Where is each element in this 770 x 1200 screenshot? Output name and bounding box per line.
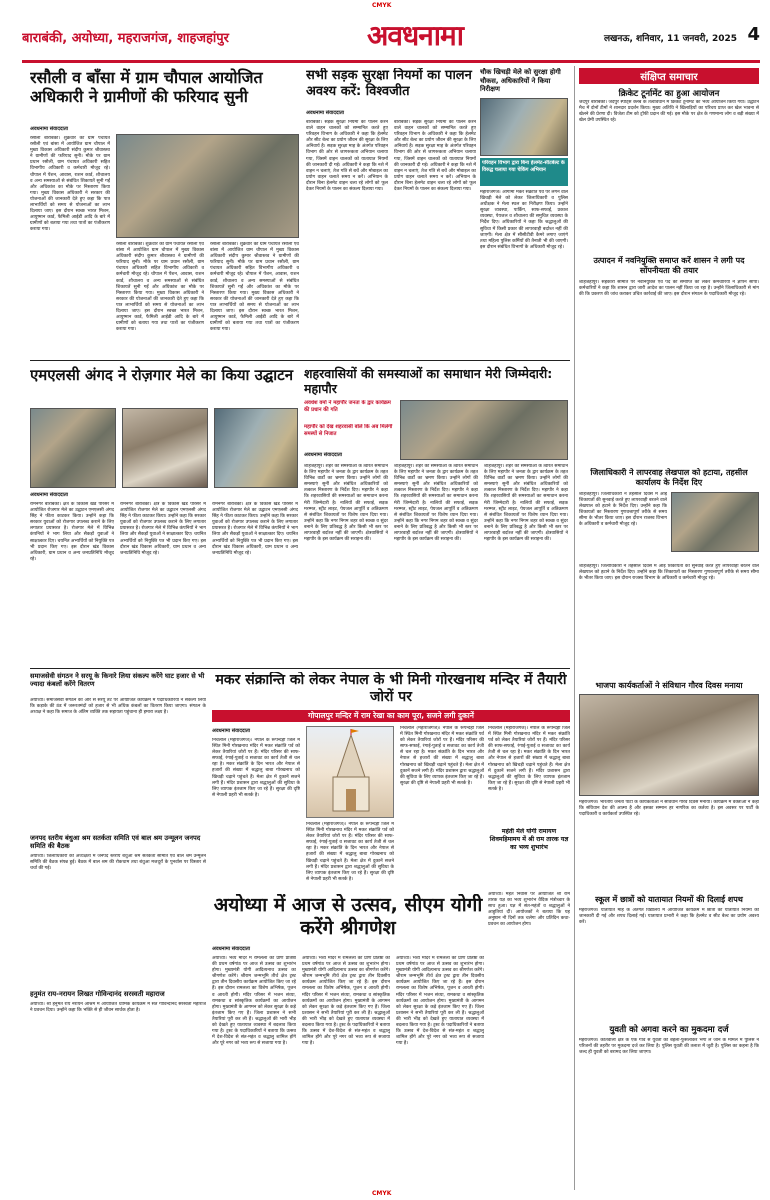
body-text-cont: बाराबंकी। सड़क सुरक्षा नियमों का पालन करने वाले वाहन चालकों को सम्मानित करते हुए परिवहन विभाग के अधिकारी ने कहा कि हेलमेट और सीट बेल्ट का प्रयोग जीवन की सुरक्षा के लिए अनिवार्य है। सड़क सुरक्षा माह के अंतर्गत परिवहन विभाग की ओर से जागरूकता अभियान चलाया गया, जिसमें वाहन चालकों को यातायात नियमों की जानकारी दी गई। अधिकारी ने कहा कि नशे में वाहन न चलाएं, तेज गति से बचें और मोबाइल का प्रयोग वाहन चलाते समय न करें। अभियान के दौरान बिना हेलमेट वाहन चला रहे लोगों को फूल देकर नियमों के पालन का संकल्प दिलाया गया।: [394, 120, 476, 193]
headline: मकर संक्रान्ति को लेकर नेपाल के भी मिनी गोरखनाथ मन्दिर में तैयारी जोरों पर: [215, 672, 567, 705]
body-text: महाराजगंज। आगामी मकर संक्रांति पर्व पर लगने वाले खिचड़ी मेले को लेकर जिलाधिकारी व पुलिस अधीक्षक ने मेला स्थल का निरीक्षण किया। उन्होंने सुरक्षा व्यवस्था, पार्किंग, साफ-सफाई, प्रकाश व्यवस्था, पेयजल व शौचालय की समुचित व्यवस्था के निर्देश दिए। अधिकारियों ने कहा कि श्रद्धालुओं की सुविधा में किसी प्रकार की लापरवाही बर्दाश्त नहीं की जाएगी। मेला क्षेत्र में सीसीटीवी कैमरे लगाए जाएंगे तथा महिला पुलिस कर्मियों की तैनाती भी की जाएगी। इस दौरान संबंधित विभागों के अधिकारी मौजूद रहे।: [480, 190, 568, 250]
news-photo-2: [122, 408, 208, 488]
news-photo-1: [30, 408, 116, 488]
body-text: अयोध्या। जिलाधिकारी की अध्यक्षता में जनपद स्तरीय बंधुआ श्रम सतर्कता समिति एवं बाल श्रम उन्मूलन समिति की बैठक संपन्न हुई। बैठक में बाल श्रम की रोकथाम तथा बंधुआ मजदूरों के पुनर्वास पर विस्तार से चर्चा की गई।: [30, 854, 206, 872]
page-number: 4: [747, 24, 760, 45]
article-committee: [30, 834, 206, 988]
news-photo: [116, 134, 299, 238]
byline: अवधनामा संवाददाता: [304, 452, 342, 458]
headline: जनपद स्तरीय बंधुआ श्रम सतर्कता समिति एवं बाल श्रम उन्मूलन जनपद समिति की बैठक: [30, 834, 201, 851]
headline: शहरवासियों की समस्याओं का समाधान मेरी जिम्मेदारी: महापौर: [304, 366, 553, 396]
headline: अयोध्या में आज से उत्सव, सीएम योगी करेंगे श्रीगणेश: [213, 894, 483, 939]
item2-body: शाहजहांपुर। सहकारी समिति पर नवनियुक्ति एवं पद की समाप्ति को लेकर कर्मचारियों ने ज्ञापन सौंपा। कर्मचारियों ने कहा कि शासन द्वारा जारी आदेश का पालन नहीं किया जा रहा है। उन्होंने जिलाधिकारी से मांग की कि प्रकरण की जांच कराकर उचित कार्रवाई की जाए। इस दौरान संगठन के पदाधिकारी मौजूद रहे।: [579, 280, 759, 298]
item4-photo: [579, 694, 759, 796]
logo: [340, 16, 490, 60]
article-saraswati: [30, 990, 206, 1186]
section-divider: [30, 668, 570, 669]
article-checking: [480, 66, 568, 356]
item5-body: महराजगंज। यातायात माह के अंतर्गत विद्यालय में आयोजित कार्यक्रम में छात्रों को यातायात नियमों की जानकारी दी गई और शपथ दिलाई गई। यातायात प्रभारी ने कहा कि हेलमेट व सीट बेल्ट का प्रयोग अवश्य करें।: [579, 908, 759, 926]
body-text: अयोध्या। भव्य मंदिर में रामलला की प्राण प्रतिष्ठा की प्रथम वर्षगांठ पर आज से उत्सव का शुभारंभ होगा। मुख्यमंत्री योगी आदित्यनाथ उत्सव का श्रीगणेश करेंगे। श्रीराम जन्मभूमि तीर्थ क्षेत्र ट्रस्ट द्वारा तीन दिवसीय कार्यक्रम आयोजित किए जा रहे हैं। इस दौरान रामलला का विशेष अभिषेक, पूजन व आरती होगी। मंदिर परिसर में भजन संध्या, रामकथा व सांस्कृतिक कार्यक्रमों का आयोजन होगा। मुख्यमंत्री के आगमन को लेकर सुरक्षा के कड़े इंतजाम किए गए हैं। जिला प्रशासन ने सभी तैयारियां पूरी कर ली हैं। श्रद्धालुओं की भारी भीड़ को देखते हुए यातायात व्यवस्था में बदलाव किया गया है। ट्रस्ट के पदाधिकारियों ने बताया कि उत्सव में देश-विदेश से संत-महंत व श्रद्धालु शामिल होंगे और पूरे नगर को भव्य रूप से सजाया गया है।: [212, 956, 296, 1047]
body-text: निचलौल (महाराजगंज)। नेपाल के रूपन्देही जिले में स्थित मिनी गोरखनाथ मंदिर में मकर संक्रांति पर्व को लेकर तैयारियां जोरों पर हैं। मंदिर परिसर की साफ-सफाई, रंगाई-पुताई व सजावट का कार्य तेजी से चल रहा है। मकर संक्रांति के दिन भारत और नेपाल से हजारों की संख्या में श्रद्धालु बाबा गोरखनाथ को खिचड़ी चढ़ाने पहुंचते हैं। मेला क्षेत्र में दुकानें सजने लगी हैं। मंदिर प्रशासन द्वारा श्रद्धालुओं की सुविधा के लिए व्यापक इंतजाम किए जा रहे हैं। सुरक्षा की दृष्टि से नेपाली प्रहरी भी सतर्क है।: [212, 738, 300, 798]
item3-headline: जिलाधिकारी ने लापरवाह लेखपाल को हटाया, तहसील कार्यालय के निर्देश दिए: [590, 468, 748, 487]
mahanta-body: अयोध्या। महंत निवास पर आयोजित श्री राम तारक यज्ञ का भव्य शुभारंभ वैदिक मंत्रोच्चार के साथ हुआ। यज्ञ में संत-महंतों व श्रद्धालुओं ने आहुतियां दीं। आयोजकों ने बताया कि यह अनुष्ठान नौ दिनों तक चलेगा और प्रतिदिन कथा-प्रवचन का आयोजन होगा।: [488, 892, 570, 928]
byline: अवधनामा संवाददाता: [30, 492, 68, 498]
subhead-text: गोपालपुर मन्दिर में राम रेखा का काम पूरा, सजने लगी दुकानें: [308, 711, 474, 720]
section-divider: [30, 360, 570, 361]
item6-headline: युवती को अगवा करने का मुकदमा दर्ज: [609, 1025, 729, 1035]
body-text: शाहजहांपुर। शहर की समस्याओं के त्वरित समाधान के लिए महापौर ने जनता के द्वार कार्यक्रम के तहत विभिन्न वार्डों का भ्रमण किया। उन्होंने लोगों की समस्याएं सुनीं और संबंधित अधिकारियों को तत्काल निस्तारण के निर्देश दिए। महापौर ने कहा कि शहरवासियों की समस्याओं का समाधान करना मेरी जिम्मेदारी है। नालियों की सफाई, सड़क मरम्मत, स्ट्रीट लाइट, पेयजल आपूर्ति व अतिक्रमण से संबंधित शिकायतों पर विशेष ध्यान दिया गया। उन्होंने कहा कि नगर निगम शहर को स्वच्छ व सुंदर बनाने के लिए प्रतिबद्ध है और किसी भी स्तर पर लापरवाही बर्दाश्त नहीं की जाएगी। क्षेत्रवासियों ने महापौर के इस कार्यक्रम की सराहना की।: [304, 464, 388, 543]
sidebar-title: संक्षिप्त समाचार: [640, 72, 698, 83]
item5-headline: स्कूल में छात्रों को यातायात नियमों की दिलाई शपथ: [595, 895, 743, 904]
body-text-cont: निचलौल (महाराजगंज)। नेपाल के रूपन्देही जिले में स्थित मिनी गोरखनाथ मंदिर में मकर संक्रांति पर्व को लेकर तैयारियां जोरों पर हैं। मंदिर परिसर की साफ-सफाई, रंगाई-पुताई व सजावट का कार्य तेजी से चल रहा है। मकर संक्रांति के दिन भारत और नेपाल से हजारों की संख्या में श्रद्धालु बाबा गोरखनाथ को खिचड़ी चढ़ाने पहुंचते हैं। मेला क्षेत्र में दुकानें सजने लगी हैं। मंदिर प्रशासन द्वारा श्रद्धालुओं की सुविधा के लिए व्यापक इंतजाम किए जा रहे हैं। सुरक्षा की दृष्टि से नेपाली प्रहरी भी सतर्क है।: [306, 822, 394, 882]
article-mla: [30, 364, 298, 664]
headline: एमएलसी अंगद ने रोज़गार मेले का किया उद्घाटन: [30, 366, 294, 384]
item4-headline: भाजपा कार्यकर्ताओं ने संविधान गौरव दिवस मनाया: [595, 681, 743, 690]
point-1: अवधेश वर्मा ने महापौर जनता के द्वार कार्यक्रम की प्रधान की गति: [304, 400, 391, 413]
article-mayor: [304, 364, 568, 664]
cmyk-mark-top: CMYK: [372, 2, 392, 9]
body-text: रामनगर बाराबंकी। क्षेत्र के विकास खंड परिसर में आयोजित रोजगार मेले का उद्घाटन एमएलसी अंगद सिंह ने फीता काटकर किया। उन्होंने कहा कि सरकार युवाओं को रोजगार उपलब्ध कराने के लिए लगातार प्रयासरत है। रोजगार मेले में विभिन्न कंपनियों ने भाग लिया और सैकड़ों युवाओं ने साक्षात्कार दिए। चयनित अभ्यर्थियों को नियुक्ति पत्र भी प्रदान किए गए। इस दौरान खंड विकास अधिकारी, ग्राम प्रधान व अन्य जनप्रतिनिधि मौजूद रहे।: [30, 502, 114, 562]
masthead: [22, 12, 760, 70]
headline: समाजसेवी संगठन ने सरयू के किनारे लिया संकल्प करेंगे घाट हजार से भी ज्यादा कंबलों करेंगे वितरण: [30, 672, 205, 689]
article-road-safety: [306, 66, 476, 356]
header-rule: [22, 60, 760, 63]
byline: अवधनामा संवाददाता: [212, 946, 250, 952]
body-text: अयोध्या। श्री हनुमंत राय नरायन आश्रम में आयोजित धार्मिक कार्यक्रम में संत गोविन्दानंद सरस्वती महाराज ने प्रवचन दिया। उन्होंने कहा कि भक्ति से ही जीवन सार्थक होता है।: [30, 1002, 206, 1014]
byline: अवधनामा संवाददाता: [306, 110, 344, 116]
article-gorakhnath: [212, 672, 570, 890]
news-photo: [480, 98, 568, 156]
item1-body: जैदपुर बाराबंकी। जैदपुर स्पोर्ट्स क्लब के तत्वावधान में क्रिकेट टूर्नामेंट का भव्य आयोजन किया गया। उद्घाटन मैच में दोनों टीमों ने शानदार प्रदर्शन किया। मुख्य अतिथि ने खिलाड़ियों का परिचय प्राप्त कर खेल भावना से खेलने की प्रेरणा दी। विजेता टीम को ट्रॉफी प्रदान की गई। इस मौके पर क्षेत्र के गणमान्य लोग व बड़ी संख्या में खेल प्रेमी उपस्थित रहे।: [579, 100, 759, 124]
body-text-cont2: रामनगर बाराबंकी। क्षेत्र के विकास खंड परिसर में आयोजित रोजगार मेले का उद्घाटन एमएलसी अंगद सिंह ने फीता काटकर किया। उन्होंने कहा कि सरकार युवाओं को रोजगार उपलब्ध कराने के लिए लगातार प्रयासरत है। रोजगार मेले में विभिन्न कंपनियों ने भाग लिया और सैकड़ों युवाओं ने साक्षात्कार दिए। चयनित अभ्यर्थियों को नियुक्ति पत्र भी प्रदान किए गए। इस दौरान खंड विकास अधिकारी, ग्राम प्रधान व अन्य जनप्रतिनिधि मौजूद रहे।: [212, 502, 298, 556]
news-photo-3: [214, 408, 298, 488]
body-text-cont2: अयोध्या। भव्य मंदिर में रामलला की प्राण प्रतिष्ठा की प्रथम वर्षगांठ पर आज से उत्सव का शुभारंभ होगा। मुख्यमंत्री योगी आदित्यनाथ उत्सव का श्रीगणेश करेंगे। श्रीराम जन्मभूमि तीर्थ क्षेत्र ट्रस्ट द्वारा तीन दिवसीय कार्यक्रम आयोजित किए जा रहे हैं। इस दौरान रामलला का विशेष अभिषेक, पूजन व आरती होगी। मंदिर परिसर में भजन संध्या, रामकथा व सांस्कृतिक कार्यक्रमों का आयोजन होगा। मुख्यमंत्री के आगमन को लेकर सुरक्षा के कड़े इंतजाम किए गए हैं। जिला प्रशासन ने सभी तैयारियां पूरी कर ली हैं। श्रद्धालुओं की भारी भीड़ को देखते हुए यातायात व्यवस्था में बदलाव किया गया है। ट्रस्ट के पदाधिकारियों ने बताया कि उत्सव में देश-विदेश से संत-महंत व श्रद्धालु शामिल होंगे और पूरे नगर को भव्य रूप से सजाया गया है।: [396, 956, 484, 1047]
body-text-cont2: निचलौल (महाराजगंज)। नेपाल के रूपन्देही जिले में स्थित मिनी गोरखनाथ मंदिर में मकर संक्रांति पर्व को लेकर तैयारियां जोरों पर हैं। मंदिर परिसर की साफ-सफाई, रंगाई-पुताई व सजावट का कार्य तेजी से चल रहा है। मकर संक्रांति के दिन भारत और नेपाल से हजारों की संख्या में श्रद्धालु बाबा गोरखनाथ को खिचड़ी चढ़ाने पहुंचते हैं। मेला क्षेत्र में दुकानें सजने लगी हैं। मंदिर प्रशासन द्वारा श्रद्धालुओं की सुविधा के लिए व्यापक इंतजाम किए जा रहे हैं। सुरक्षा की दृष्टि से नेपाली प्रहरी भी सतर्क है।: [400, 726, 484, 786]
item2-headline: उत्पादन में नवनियुक्ति समाप्त करें शासन ने लगी पद सोंपनीयता की तयार: [593, 256, 745, 275]
body-text: अयोध्या। समाजसेवी संगठन की ओर से सरयू तट पर आयोजित कार्यक्रम में पदाधिकारियों ने संकल्प लिया कि कड़ाके की ठंड में जरूरतमंदों को हजार से भी अधिक कंबलों का वितरण किया जाएगा। संगठन के अध्यक्ष ने कहा कि समाज के अंतिम व्यक्ति तक सहायता पहुंचाना ही हमारा लक्ष्य है।: [30, 698, 206, 716]
article-utsav: [212, 892, 484, 1188]
item3-photo: [671, 492, 759, 552]
headline: हनुमंत राय-नरायन लिखत गोविन्दानंद सरस्वती महाराज: [30, 990, 165, 998]
sidebar-brief-news: [574, 66, 760, 1190]
dateline: लखनऊ, शनिवार, 11 जनवरी, 2025: [603, 34, 737, 44]
body-text-cont: रामनगर बाराबंकी। क्षेत्र के विकास खंड परिसर में आयोजित रोजगार मेले का उद्घाटन एमएलसी अंगद सिंह ने फीता काटकर किया। उन्होंने कहा कि सरकार युवाओं को रोजगार उपलब्ध कराने के लिए लगातार प्रयासरत है। रोजगार मेले में विभिन्न कंपनियों ने भाग लिया और सैकड़ों युवाओं ने साक्षात्कार दिए। चयनित अभ्यर्थियों को नियुक्ति पत्र भी प्रदान किए गए। इस दौरान खंड विकास अधिकारी, ग्राम प्रधान व अन्य जनप्रतिनिधि मौजूद रहे।: [120, 502, 206, 556]
sidebar-title-bar: [579, 68, 759, 84]
item4-body: महराजगंज। भारतीय जनता पार्टी के कार्यकर्ताओं ने संविधान गौरव दिवस मनाया। कार्यक्रम में वक्ताओं ने कहा कि संविधान देश की आत्मा है और इसका सम्मान हर नागरिक का कर्तव्य है। इस अवसर पर पार्टी के पदाधिकारी व कार्यकर्ता उपस्थित रहे।: [579, 800, 759, 818]
temple-photo: [306, 726, 394, 818]
headline: सभी सड़क सुरक्षा नियमों का पालन अवश्य करें: विश्वजीत: [306, 68, 472, 99]
highlight-points: [304, 400, 394, 450]
item3-body-left: शाहजहांपुर। जिलाधिकारी ने तहसील दिवस में आई शिकायतों की सुनवाई करते हुए लापरवाही बरतने वाले लेखपाल को हटाने के निर्देश दिए। उन्होंने कहा कि शिकायतों का निस्तारण गुणवत्तापूर्ण तरीके से समय सीमा के भीतर किया जाए। इस दौरान राजस्व विभाग के अधिकारी व कर्मचारी मौजूद रहे।: [579, 492, 667, 528]
regions-title: बाराबंकी, अयोध्या, महराजगंज, शाहजहांपुर: [22, 31, 229, 46]
temple-illustration: [307, 727, 394, 818]
byline: अवधनामा संवाददाता: [212, 728, 250, 734]
byline: अवधनामा संवाददाता: [30, 126, 68, 132]
body-text-cont3: निचलौल (महाराजगंज)। नेपाल के रूपन्देही जिले में स्थित मिनी गोरखनाथ मंदिर में मकर संक्रांति पर्व को लेकर तैयारियां जोरों पर हैं। मंदिर परिसर की साफ-सफाई, रंगाई-पुताई व सजावट का कार्य तेजी से चल रहा है। मकर संक्रांति के दिन भारत और नेपाल से हजारों की संख्या में श्रद्धालु बाबा गोरखनाथ को खिचड़ी चढ़ाने पहुंचते हैं। मेला क्षेत्र में दुकानें सजने लगी हैं। मंदिर प्रशासन द्वारा श्रद्धालुओं की सुविधा के लिए व्यापक इंतजाम किए जा रहे हैं। सुरक्षा की दृष्टि से नेपाली प्रहरी भी सतर्क है।: [488, 726, 570, 792]
body-text-cont2: रसौली बाराबंकी। शुक्रवार को ग्राम पंचायत रसौली एवं बांसा में आयोजित ग्राम चौपाल में मुख्य विकास अधिकारी संदीप कुमार श्रीवास्तव ने ग्रामीणों की फरियाद सुनी। मौके पर ग्राम प्रधान रसौली, ग्राम पंचायत अधिकारी सहित विभागीय अधिकारी व कर्मचारी मौजूद रहे। चौपाल में पेंशन, आवास, राशन कार्ड, शौचालय व अन्य समस्याओं से संबंधित शिकायतें सुनी गईं और अधिकांश का मौके पर निस्तारण किया गया। मुख्य विकास अधिकारी ने सरकार की योजनाओं की जानकारी देते हुए कहा कि पात्र लाभार्थियों को समय से योजनाओं का लाभ दिलाया जाए। इस दौरान स्वच्छ भारत मिशन, आयुष्मान कार्ड, फैमिली आईडी आदि के बारे में ग्रामीणों को बताया गया तथा पात्रों का पंजीकरण कराया गया।: [210, 242, 299, 333]
cmyk-mark-bottom: CMYK: [372, 1190, 392, 1197]
item1-headline: क्रिकेट टूर्नामेंट का हुआ आयोजन: [618, 89, 720, 99]
mahanta-headline: महंती मेले योगी रामायण शिवमहिमामय में श्री राम तारक यज्ञ का भव्य शुभारंभ: [489, 828, 569, 851]
caption-text: परिवहन विभाग द्वारा बिना हेलमेट-सीटबेल्ट के विरुद्ध चलाया गया चेकिंग अभियान: [482, 160, 565, 173]
item6-body: महराजगंज। कोतवाली क्षेत्र के एक गांव से युवती को बहला-फुसलाकर भगा ले जाने के मामले में पुलिस ने परिजनों की तहरीर पर मुकदमा दर्ज कर लिया है। पुलिस युवती की तलाश में जुटी है। पुलिस का कहना है कि जल्द ही युवती को बरामद कर लिया जाएगा।: [579, 1038, 759, 1056]
logo-text: अवधनामा: [367, 19, 463, 52]
article-chaupal: [30, 66, 300, 356]
body-text: बाराबंकी। सड़क सुरक्षा नियमों का पालन करने वाले वाहन चालकों को सम्मानित करते हुए परिवहन विभाग के अधिकारी ने कहा कि हेलमेट और सीट बेल्ट का प्रयोग जीवन की सुरक्षा के लिए अनिवार्य है। सड़क सुरक्षा माह के अंतर्गत परिवहन विभाग की ओर से जागरूकता अभियान चलाया गया, जिसमें वाहन चालकों को यातायात नियमों की जानकारी दी गई। अधिकारी ने कहा कि नशे में वाहन न चलाएं, तेज गति से बचें और मोबाइल का प्रयोग वाहन चलाते समय न करें। अभियान के दौरान बिना हेलमेट वाहन चला रहे लोगों को फूल देकर नियमों के पालन का संकल्प दिलाया गया।: [306, 120, 388, 193]
subhead-bar: [212, 710, 570, 722]
body-text-cont2: शाहजहांपुर। शहर की समस्याओं के त्वरित समाधान के लिए महापौर ने जनता के द्वार कार्यक्रम के तहत विभिन्न वार्डों का भ्रमण किया। उन्होंने लोगों की समस्याएं सुनीं और संबंधित अधिकारियों को तत्काल निस्तारण के निर्देश दिए। महापौर ने कहा कि शहरवासियों की समस्याओं का समाधान करना मेरी जिम्मेदारी है। नालियों की सफाई, सड़क मरम्मत, स्ट्रीट लाइट, पेयजल आपूर्ति व अतिक्रमण से संबंधित शिकायतों पर विशेष ध्यान दिया गया। उन्होंने कहा कि नगर निगम शहर को स्वच्छ व सुंदर बनाने के लिए प्रतिबद्ध है और किसी भी स्तर पर लापरवाही बर्दाश्त नहीं की जाएगी। क्षेत्रवासियों ने महापौर के इस कार्यक्रम की सराहना की।: [484, 464, 568, 543]
news-photo: [400, 400, 568, 460]
article-samaj: [30, 672, 206, 832]
headline: रसौली व बाँसा में ग्राम चौपाल आयोजित अधिकारी ने ग्रामीणों की फरियाद सुनी: [30, 68, 263, 106]
item3-body: शाहजहांपुर। जिलाधिकारी ने तहसील दिवस में आई शिकायतों की सुनवाई करते हुए लापरवाही बरतने वाले लेखपाल को हटाने के निर्देश दिए। उन्होंने कहा कि शिकायतों का निस्तारण गुणवत्तापूर्ण तरीके से समय सीमा के भीतर किया जाए। इस दौरान राजस्व विभाग के अधिकारी व कर्मचारी मौजूद रहे।: [579, 564, 759, 582]
point-2: महापौर को देख शहरवासी बोले कि अब मिलेगी समस्यों से निजात: [304, 424, 393, 437]
body-text-cont: शाहजहांपुर। शहर की समस्याओं के त्वरित समाधान के लिए महापौर ने जनता के द्वार कार्यक्रम के तहत विभिन्न वार्डों का भ्रमण किया। उन्होंने लोगों की समस्याएं सुनीं और संबंधित अधिकारियों को तत्काल निस्तारण के निर्देश दिए। महापौर ने कहा कि शहरवासियों की समस्याओं का समाधान करना मेरी जिम्मेदारी है। नालियों की सफाई, सड़क मरम्मत, स्ट्रीट लाइट, पेयजल आपूर्ति व अतिक्रमण से संबंधित शिकायतों पर विशेष ध्यान दिया गया। उन्होंने कहा कि नगर निगम शहर को स्वच्छ व सुंदर बनाने के लिए प्रतिबद्ध है और किसी भी स्तर पर लापरवाही बर्दाश्त नहीं की जाएगी। क्षेत्रवासियों ने महापौर के इस कार्यक्रम की सराहना की।: [394, 464, 478, 543]
body-text: रसौली बाराबंकी। शुक्रवार को ग्राम पंचायत रसौली एवं बांसा में आयोजित ग्राम चौपाल में मुख्य विकास अधिकारी संदीप कुमार श्रीवास्तव ने ग्रामीणों की फरियाद सुनी। मौके पर ग्राम प्रधान रसौली, ग्राम पंचायत अधिकारी सहित विभागीय अधिकारी व कर्मचारी मौजूद रहे। चौपाल में पेंशन, आवास, राशन कार्ड, शौचालय व अन्य समस्याओं से संबंधित शिकायतें सुनी गईं और अधिकांश का मौके पर निस्तारण किया गया। मुख्य विकास अधिकारी ने सरकार की योजनाओं की जानकारी देते हुए कहा कि पात्र लाभार्थियों को समय से योजनाओं का लाभ दिलाया जाए। इस दौरान स्वच्छ भारत मिशन, आयुष्मान कार्ड, फैमिली आईडी आदि के बारे में ग्रामीणों को बताया गया तथा पात्रों का पंजीकरण कराया गया।: [30, 136, 110, 233]
body-text-cont: रसौली बाराबंकी। शुक्रवार को ग्राम पंचायत रसौली एवं बांसा में आयोजित ग्राम चौपाल में मुख्य विकास अधिकारी संदीप कुमार श्रीवास्तव ने ग्रामीणों की फरियाद सुनी। मौके पर ग्राम प्रधान रसौली, ग्राम पंचायत अधिकारी सहित विभागीय अधिकारी व कर्मचारी मौजूद रहे। चौपाल में पेंशन, आवास, राशन कार्ड, शौचालय व अन्य समस्याओं से संबंधित शिकायतें सुनी गईं और अधिकांश का मौके पर निस्तारण किया गया। मुख्य विकास अधिकारी ने सरकार की योजनाओं की जानकारी देते हुए कहा कि पात्र लाभार्थियों को समय से योजनाओं का लाभ दिलाया जाए। इस दौरान स्वच्छ भारत मिशन, आयुष्मान कार्ड, फैमिली आईडी आदि के बारे में ग्रामीणों को बताया गया तथा पात्रों का पंजीकरण कराया गया।: [116, 242, 204, 333]
headline: चौक खिचड़ी मेले को सुरक्षा होगी चौकस, अधिकारियों ने किया निरीक्षण: [480, 68, 561, 93]
body-text-cont: अयोध्या। भव्य मंदिर में रामलला की प्राण प्रतिष्ठा की प्रथम वर्षगांठ पर आज से उत्सव का शुभारंभ होगा। मुख्यमंत्री योगी आदित्यनाथ उत्सव का श्रीगणेश करेंगे। श्रीराम जन्मभूमि तीर्थ क्षेत्र ट्रस्ट द्वारा तीन दिवसीय कार्यक्रम आयोजित किए जा रहे हैं। इस दौरान रामलला का विशेष अभिषेक, पूजन व आरती होगी। मंदिर परिसर में भजन संध्या, रामकथा व सांस्कृतिक कार्यक्रमों का आयोजन होगा। मुख्यमंत्री के आगमन को लेकर सुरक्षा के कड़े इंतजाम किए गए हैं। जिला प्रशासन ने सभी तैयारियां पूरी कर ली हैं। श्रद्धालुओं की भारी भीड़ को देखते हुए यातायात व्यवस्था में बदलाव किया गया है। ट्रस्ट के पदाधिकारियों ने बताया कि उत्सव में देश-विदेश से संत-महंत व श्रद्धालु शामिल होंगे और पूरे नगर को भव्य रूप से सजाया गया है।: [302, 956, 390, 1047]
photo-caption: [480, 158, 568, 186]
